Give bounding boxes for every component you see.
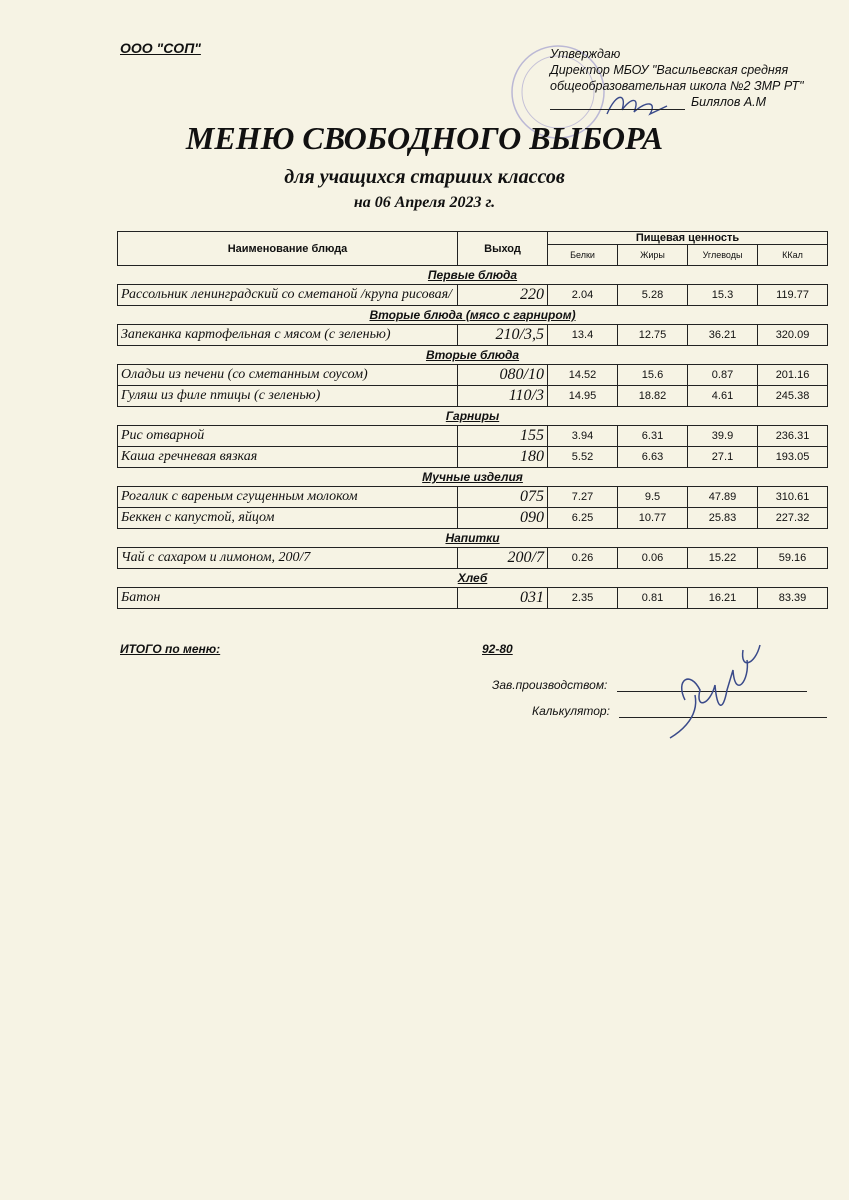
dish-row [118, 548, 828, 569]
dish-protein: 2.35 [548, 588, 618, 609]
dish-output: 200/7 [458, 548, 548, 569]
dish-fat: 0.81 [618, 588, 688, 609]
dish-fat: 15.6 [618, 365, 688, 386]
menu-date: на 06 Апреля 2023 г. [353, 194, 496, 211]
dish-protein: 5.52 [548, 447, 618, 468]
category-row [118, 266, 828, 285]
dish-output: 031 [458, 588, 548, 609]
dish-carbs: 39.9 [688, 426, 758, 447]
total-label: ИТОГО по меню: [120, 642, 221, 656]
category-row [118, 407, 828, 426]
dish-name: Рис отварной [118, 426, 458, 447]
dish-protein: 7.27 [548, 487, 618, 508]
total-value: 92-80 [482, 642, 513, 656]
dish-name: Беккен с капустой, яйцом [118, 508, 458, 529]
dish-fat: 5.28 [618, 285, 688, 306]
dish-output: 090 [458, 508, 548, 529]
category-row [118, 468, 828, 487]
dish-fat: 12.75 [618, 325, 688, 346]
dish-name: Рассольник ленинградский со сметаной /крупа рисовая/ [118, 285, 458, 306]
category-label: Гарниры [445, 409, 500, 423]
dish-fat: 6.31 [618, 426, 688, 447]
dish-kcal: 236.31 [758, 426, 828, 447]
approval-line1: Утверждаю [550, 47, 621, 61]
calculator-label: Калькулятор: [532, 704, 610, 718]
dish-row [118, 426, 828, 447]
dish-row [118, 285, 828, 306]
dish-row [118, 365, 828, 386]
approval-block [550, 46, 804, 110]
dish-protein: 14.95 [548, 386, 618, 407]
dish-name: Оладьи из печени (со сметанным соусом) [118, 365, 458, 386]
dish-row [118, 508, 828, 529]
dish-output: 075 [458, 487, 548, 508]
header-carbs: Углеводы [688, 245, 758, 266]
approval-line3: общеобразовательная школа №2 ЗМР РТ" [550, 79, 804, 93]
header-kcal: ККал [758, 245, 828, 266]
category-row [118, 569, 828, 588]
dish-output: 155 [458, 426, 548, 447]
dish-kcal: 193.05 [758, 447, 828, 468]
menu-table [117, 231, 828, 609]
approval-name-row [550, 94, 804, 110]
dish-kcal: 320.09 [758, 325, 828, 346]
page-title: МЕНЮ СВОБОДНОГО ВЫБОРА [185, 120, 664, 156]
dish-output: 110/3 [458, 386, 548, 407]
category-label: Вторые блюда (мясо с гарниром) [369, 308, 576, 322]
dish-carbs: 27.1 [688, 447, 758, 468]
dish-kcal: 83.39 [758, 588, 828, 609]
dish-carbs: 25.83 [688, 508, 758, 529]
dish-carbs: 15.22 [688, 548, 758, 569]
dish-protein: 14.52 [548, 365, 618, 386]
dish-carbs: 16.21 [688, 588, 758, 609]
category-row [118, 306, 828, 325]
dish-kcal: 227.32 [758, 508, 828, 529]
page-subtitle: для учащихся старших классов [284, 166, 565, 188]
dish-carbs: 0.87 [688, 365, 758, 386]
category-label: Напитки [445, 531, 500, 545]
category-row [118, 529, 828, 548]
dish-output: 210/3,5 [458, 325, 548, 346]
dish-kcal: 310.61 [758, 487, 828, 508]
dish-carbs: 15.3 [688, 285, 758, 306]
dish-protein: 6.25 [548, 508, 618, 529]
dish-fat: 6.63 [618, 447, 688, 468]
dish-output: 180 [458, 447, 548, 468]
dish-name: Чай с сахаром и лимоном, 200/7 [118, 548, 458, 569]
dish-kcal: 119.77 [758, 285, 828, 306]
category-label: Мучные изделия [422, 470, 523, 484]
dish-protein: 0.26 [548, 548, 618, 569]
approval-signature-line [550, 109, 685, 110]
dish-name: Батон [118, 588, 458, 609]
dish-name: Запеканка картофельная с мясом (с зеленью) [118, 325, 458, 346]
dish-fat: 9.5 [618, 487, 688, 508]
menu-body [118, 266, 828, 609]
dish-row [118, 487, 828, 508]
dish-fat: 10.77 [618, 508, 688, 529]
dish-kcal: 201.16 [758, 365, 828, 386]
dish-kcal: 59.16 [758, 548, 828, 569]
category-label: Хлеб [457, 571, 488, 585]
dish-output: 080/10 [458, 365, 548, 386]
dish-row [118, 447, 828, 468]
dish-fat: 18.82 [618, 386, 688, 407]
header-output: Выход [458, 232, 548, 266]
dish-kcal: 245.38 [758, 386, 828, 407]
dish-fat: 0.06 [618, 548, 688, 569]
dish-protein: 13.4 [548, 325, 618, 346]
dish-carbs: 47.89 [688, 487, 758, 508]
category-label: Вторые блюда [425, 348, 520, 362]
approval-line2: Директор МБОУ "Васильевская средняя [550, 63, 789, 77]
dish-name: Каша гречневая вязкая [118, 447, 458, 468]
header-dish-name: Наименование блюда [118, 232, 458, 266]
dish-name: Рогалик с вареным сгущенным молоком [118, 487, 458, 508]
dish-name: Гуляш из филе птицы (с зеленью) [118, 386, 458, 407]
dish-carbs: 36.21 [688, 325, 758, 346]
dish-output: 220 [458, 285, 548, 306]
header-fat: Жиры [618, 245, 688, 266]
category-row [118, 346, 828, 365]
category-label: Первые блюда [427, 268, 518, 282]
organization-name: ООО "СОП" [120, 40, 201, 56]
dish-row [118, 588, 828, 609]
dish-protein: 2.04 [548, 285, 618, 306]
dish-carbs: 4.61 [688, 386, 758, 407]
production-label: Зав.производством: [492, 678, 608, 692]
dish-protein: 3.94 [548, 426, 618, 447]
director-name: Билялов А.М [691, 95, 767, 109]
staff-signature [655, 640, 775, 740]
header-nutrition: Пищевая ценность [548, 232, 828, 245]
header-protein: Белки [548, 245, 618, 266]
dish-row [118, 386, 828, 407]
dish-row [118, 325, 828, 346]
